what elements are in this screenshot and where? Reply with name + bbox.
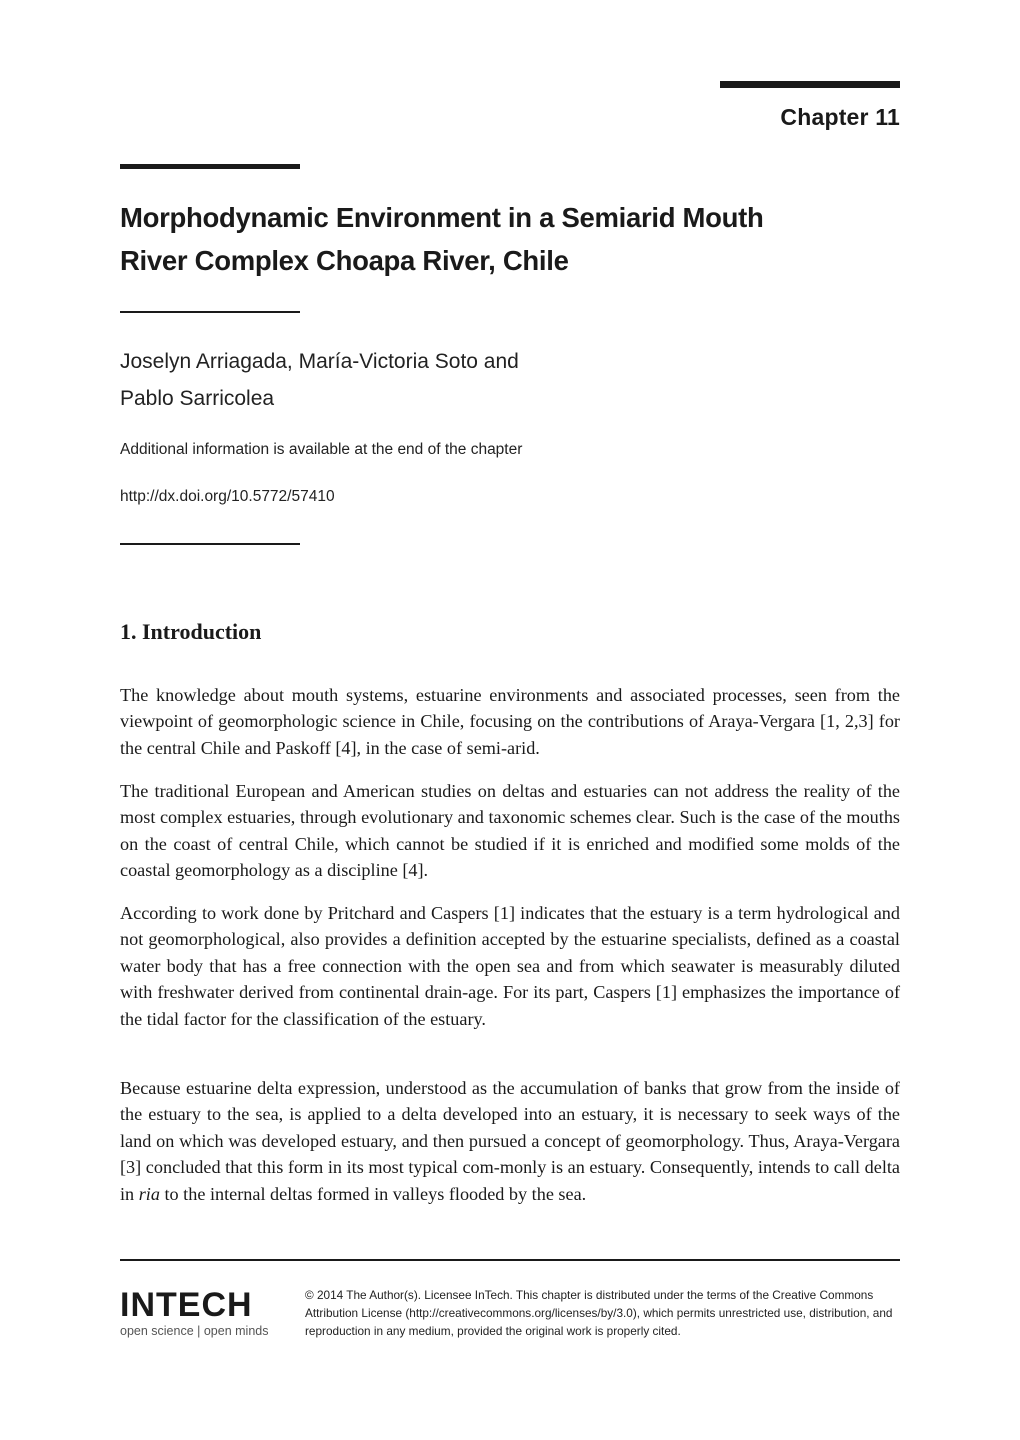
title-top-rule	[120, 164, 300, 169]
footer-rule	[120, 1259, 900, 1261]
article-title	[120, 196, 900, 282]
logo-wordmark: INTECH	[120, 1286, 253, 1324]
paragraph: The traditional European and American studies on deltas and estuaries can not address the reality of the most complex estuaries, through evolutionary and taxonomic schemes clear. Such is the case of the mouths on the coast of central Chile, which cannot be studied if it is enriched and modified some molds of the coastal geomorphology as a discipline [4].	[120, 781, 900, 881]
paragraph-text: to the internal deltas formed in valleys flooded by the sea.	[159, 1183, 587, 1204]
authors-line-1: Joselyn Arriagada, María-Victoria Soto and	[120, 350, 519, 373]
additional-info-note: Additional information is available at the end of the chapter	[120, 441, 523, 458]
chapter-label: Chapter 11	[780, 104, 900, 130]
section-heading: 1. Introduction	[120, 619, 262, 644]
doi-link[interactable]: http://dx.doi.org/10.5772/57410	[120, 488, 335, 505]
paragraph: According to work done by Pritchard and Caspers [1] indicates that the estuary is a term hydrological and not geomorphological, also provides a definition accepted by the estuarine specialists, defined as a coastal water body that has a free connection with the open sea and from which seawater is measurably diluted with freshwater derived from continental drain-age. For its part, Caspers [1] emphasizes the importance of the tidal factor for the classification of the estuary.	[120, 903, 900, 1029]
paragraph	[120, 1075, 900, 1207]
authors-line-2: Pablo Sarricolea	[120, 387, 275, 410]
publisher-logo	[120, 1288, 268, 1338]
authors	[120, 343, 680, 417]
title-bottom-rule	[120, 311, 300, 313]
meta-bottom-rule	[120, 543, 300, 545]
italic-term: ria	[138, 1183, 160, 1204]
logo-tagline: open science | open minds	[120, 1324, 269, 1338]
paragraph: The knowledge about mouth systems, estuarine environments and associated processes, seen from the viewpoint of geomorphologic science in Chile, focusing on the contributions of Araya-Vergara [1, 2,3] for the central Chile and Paskoff [4], in the case of semi-arid.	[120, 685, 900, 758]
license-notice: © 2014 The Author(s). Licensee InTech. This chapter is distributed under the terms of the Creative Commons Attribution License (http://creativecommons.org/licenses/by/3.0), which permits unrestricted use, distribution, and reproduction in any medium, provided the original work is properly cited.	[305, 1288, 893, 1338]
chapter-top-rule	[720, 81, 900, 88]
title-line-1: Morphodynamic Environment in a Semiarid Mouth	[120, 202, 764, 233]
paragraph-text: Because estuarine delta expression, understood as the accumulation of banks that grow from the inside of the estuary to the sea, is applied to a delta developed into an estuary, it is necessary to seek ways of the land on which was developed estuary, and then pursued a concept of geomorphology. Thus, Araya-Vergara [3] concluded that this form in its most typical com-monly is an estuary. Consequently, intends to call delta in	[120, 1078, 900, 1204]
title-line-2: River Complex Choapa River, Chile	[120, 245, 569, 276]
